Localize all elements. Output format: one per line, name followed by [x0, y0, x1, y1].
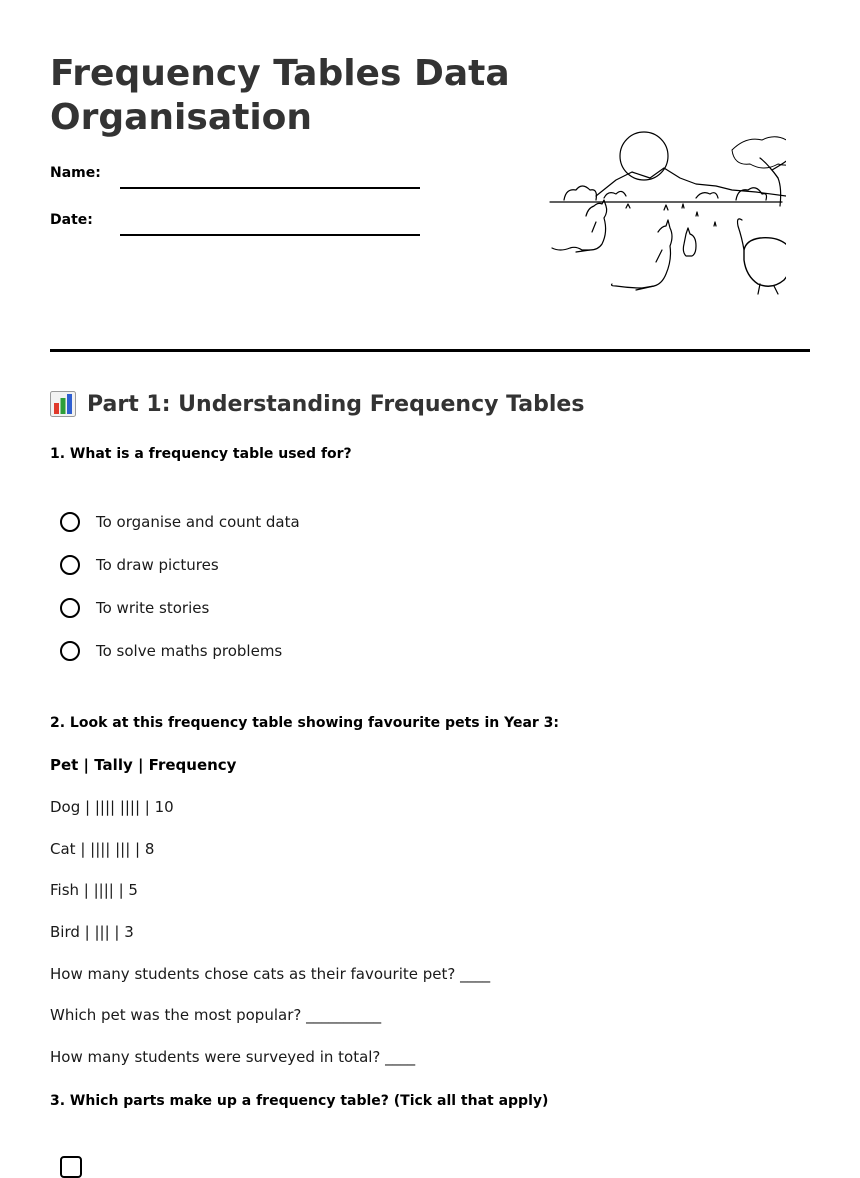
radio-button[interactable] — [60, 598, 80, 618]
q1-option-2[interactable] — [60, 551, 460, 579]
q1-option-3[interactable] — [60, 594, 460, 622]
q2-prompt-total[interactable]: How many students were surveyed in total? ____ — [50, 1048, 416, 1066]
name-field — [50, 163, 430, 193]
worksheet-title: Frequency Tables Data Organisation — [50, 53, 510, 138]
question-3: 3. Which parts make up a frequency table? (Tick all that apply) — [50, 1093, 549, 1109]
pet-table-row-dog: Dog | |||| |||| | 10 — [50, 798, 174, 816]
q3-checkbox[interactable] — [60, 1156, 82, 1178]
pet-table-header: Pet | Tally | Frequency — [50, 756, 237, 774]
date-label: Date: — [50, 212, 93, 228]
q2-prompt-most-popular[interactable]: Which pet was the most popular? __________ — [50, 1006, 382, 1024]
pet-table-row-bird: Bird | ||| | 3 — [50, 923, 134, 941]
bar-chart-emoji-icon — [50, 391, 76, 417]
q2-prompt-cats[interactable]: How many students chose cats as their favourite pet? ____ — [50, 965, 491, 983]
australian-outback-animals-illustration — [546, 128, 786, 296]
date-line[interactable] — [120, 234, 420, 236]
section-divider — [50, 349, 810, 352]
q1-option-label: To solve maths problems — [96, 642, 283, 660]
radio-button[interactable] — [60, 512, 80, 532]
name-label: Name: — [50, 165, 101, 181]
q1-option-label: To organise and count data — [96, 513, 300, 531]
part1-heading — [50, 388, 584, 420]
radio-button[interactable] — [60, 641, 80, 661]
pet-table-row-cat: Cat | |||| ||| | 8 — [50, 840, 155, 858]
q1-option-label: To write stories — [96, 599, 210, 617]
q1-option-label: To draw pictures — [96, 556, 219, 574]
radio-button[interactable] — [60, 555, 80, 575]
name-line[interactable] — [120, 187, 420, 189]
date-field — [50, 210, 430, 240]
question-1: 1. What is a frequency table used for? — [50, 446, 352, 462]
q1-option-1[interactable] — [60, 508, 460, 536]
question-2: 2. Look at this frequency table showing favourite pets in Year 3: — [50, 715, 560, 731]
pet-table-row-fish: Fish | |||| | 5 — [50, 881, 138, 899]
part1-heading-text: Part 1: Understanding Frequency Tables — [87, 391, 585, 417]
q1-option-4[interactable] — [60, 637, 460, 665]
